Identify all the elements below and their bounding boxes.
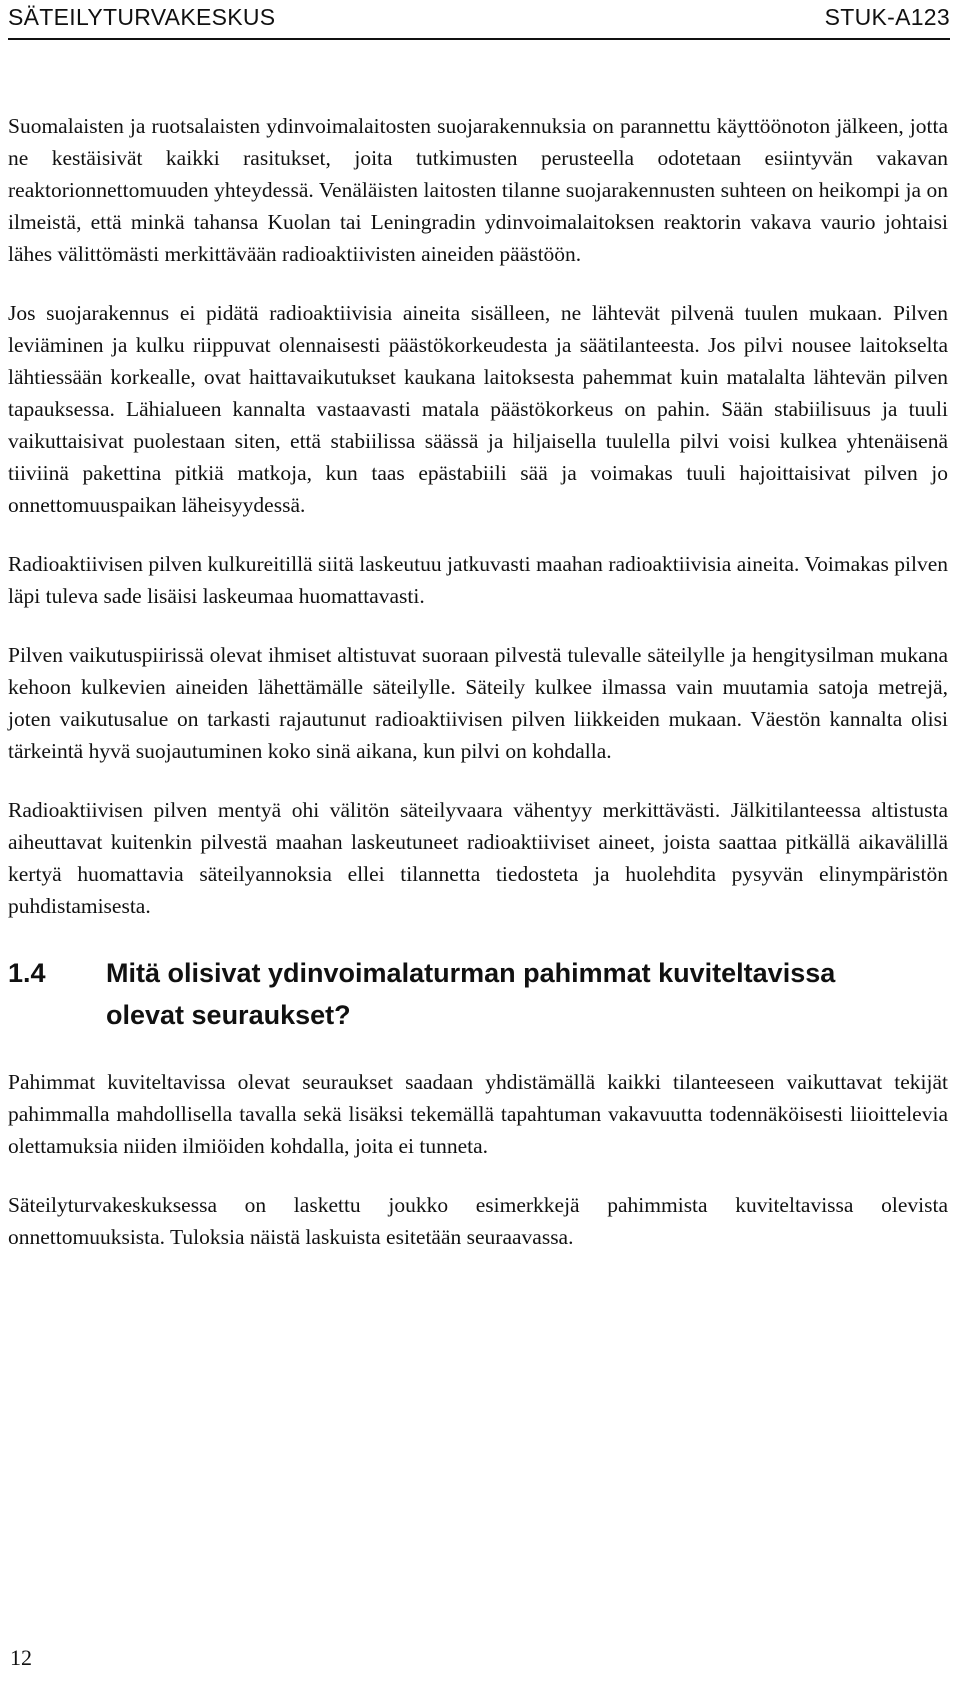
page-number: 12: [10, 1645, 32, 1670]
header-divider: [8, 38, 950, 40]
header-report-code: STUK-A123: [824, 4, 950, 30]
paragraph-containment: Suomalaisten ja ruotsalaisten ydinvoimalaitosten suojarakennuksia on parannettu käyttöönoton jälkeen, jotta ne kestäisivät kaikki rasitukset, joita tutkimusten perusteella odotetaan esiintyvän vakavan reaktorionnettomuuden yhteydessä. Venäläisten laitosten tilanne suojarakennusten suhteen on heikompi ja on ilmeistä, että minkä tahansa Kuolan tai Leningradin ydinvoimalaitoksen reaktorin vakava vaurio johtaisi lähes välittömästi merkittävään radioaktiivisten aineiden päästöön.: [8, 114, 948, 266]
paragraph-exposure: Pilven vaikutuspiirissä olevat ihmiset altistuvat suoraan pilvestä tulevalle säteilylle ja hengitysilman mukana kehoon kulkevien aineiden lähettämälle säteilylle. Säteily kulkee ilmassa vain muutamia satoja metrejä, joten vaikutusalue on tarkasti rajautunut radioaktiivisen pilven liikkeiden mukaan. Väestön kannalta olisi tärkeintä hyvä suojautuminen koko sinä aikana, kun pilvi on kohdalla.: [8, 643, 948, 763]
paragraph-worst-case: Pahimmat kuviteltavissa olevat seuraukset saadaan yhdistämällä kaikki tilanteeseen vaikuttavat tekijät pahimmalla mahdollisella tavalla sekä lisäksi tekemällä tapahtuman vakavuutta todennäköisesti liioittelevia olettamuksia niiden ilmiöiden kohdalla, joita ei tunneta.: [8, 1070, 948, 1158]
header-organization: SÄTEILYTURVAKESKUS: [8, 4, 276, 30]
section-heading: [8, 952, 948, 1036]
paragraph-aftermath: Radioaktiivisen pilven mentyä ohi välitön säteilyvaara vähentyy merkittävästi. Jälkitilanteessa altistusta aiheuttavat kuitenkin pilvestä maahan laskeutuneet radioaktiiviset aineet, joista saattaa pitkällä aikavälillä kertyä huomattavia säteilyannoksia ellei tilannetta tiedosteta ja huolehdita pysyvän elinympäristön puhdistamisesta.: [8, 798, 948, 918]
paragraph-cloud-spread: Jos suojarakennus ei pidätä radioaktiivisia aineita sisälleen, ne lähtevät pilvenä tuulen mukaan. Pilven leviäminen ja kulku riippuvat olennaisesti päästökorkeudesta ja säätilanteesta. Jos pilvi nousee laitokselta lähtiessään korkealle, ovat haittavaikutukset kaukana laitoksesta pahemmat kuin matalalta lähtevän pilven tapauksessa. Lähialueen kannalta vastaavasti matala päästökorkeus on pahin. Sään stabiilisuus ja tuuli vaikuttaisivat puolestaan siten, että stabiilissa säässä ja hiljaisella tuulella pilvi voisi kulkea yhtenäisenä tiiviinä pakettina pitkiä matkoja, kun taas epästabiili sää ja voimakas tuuli hajoittaisivat pilven jo onnettomuuspaikan läheisyydessä.: [8, 301, 948, 517]
paragraph-calculations: Säteilyturvakeskuksessa on laskettu joukko esimerkkejä pahimmista kuviteltavissa olevista onnettomuuksista. Tuloksia näistä laskuista esitetään seuraavassa.: [8, 1193, 948, 1249]
section-number: 1.4: [8, 958, 46, 988]
paragraph-fallout: Radioaktiivisen pilven kulkureitillä siitä laskeutuu jatkuvasti maahan radioaktiivisia aineita. Voimakas pilven läpi tuleva sade lisäisi laskeumaa huomattavasti.: [8, 552, 948, 608]
main-content: [8, 110, 948, 1253]
section-title: Mitä olisivat ydinvoimalaturman pahimmat kuviteltavissa olevat seuraukset?: [106, 958, 836, 1030]
